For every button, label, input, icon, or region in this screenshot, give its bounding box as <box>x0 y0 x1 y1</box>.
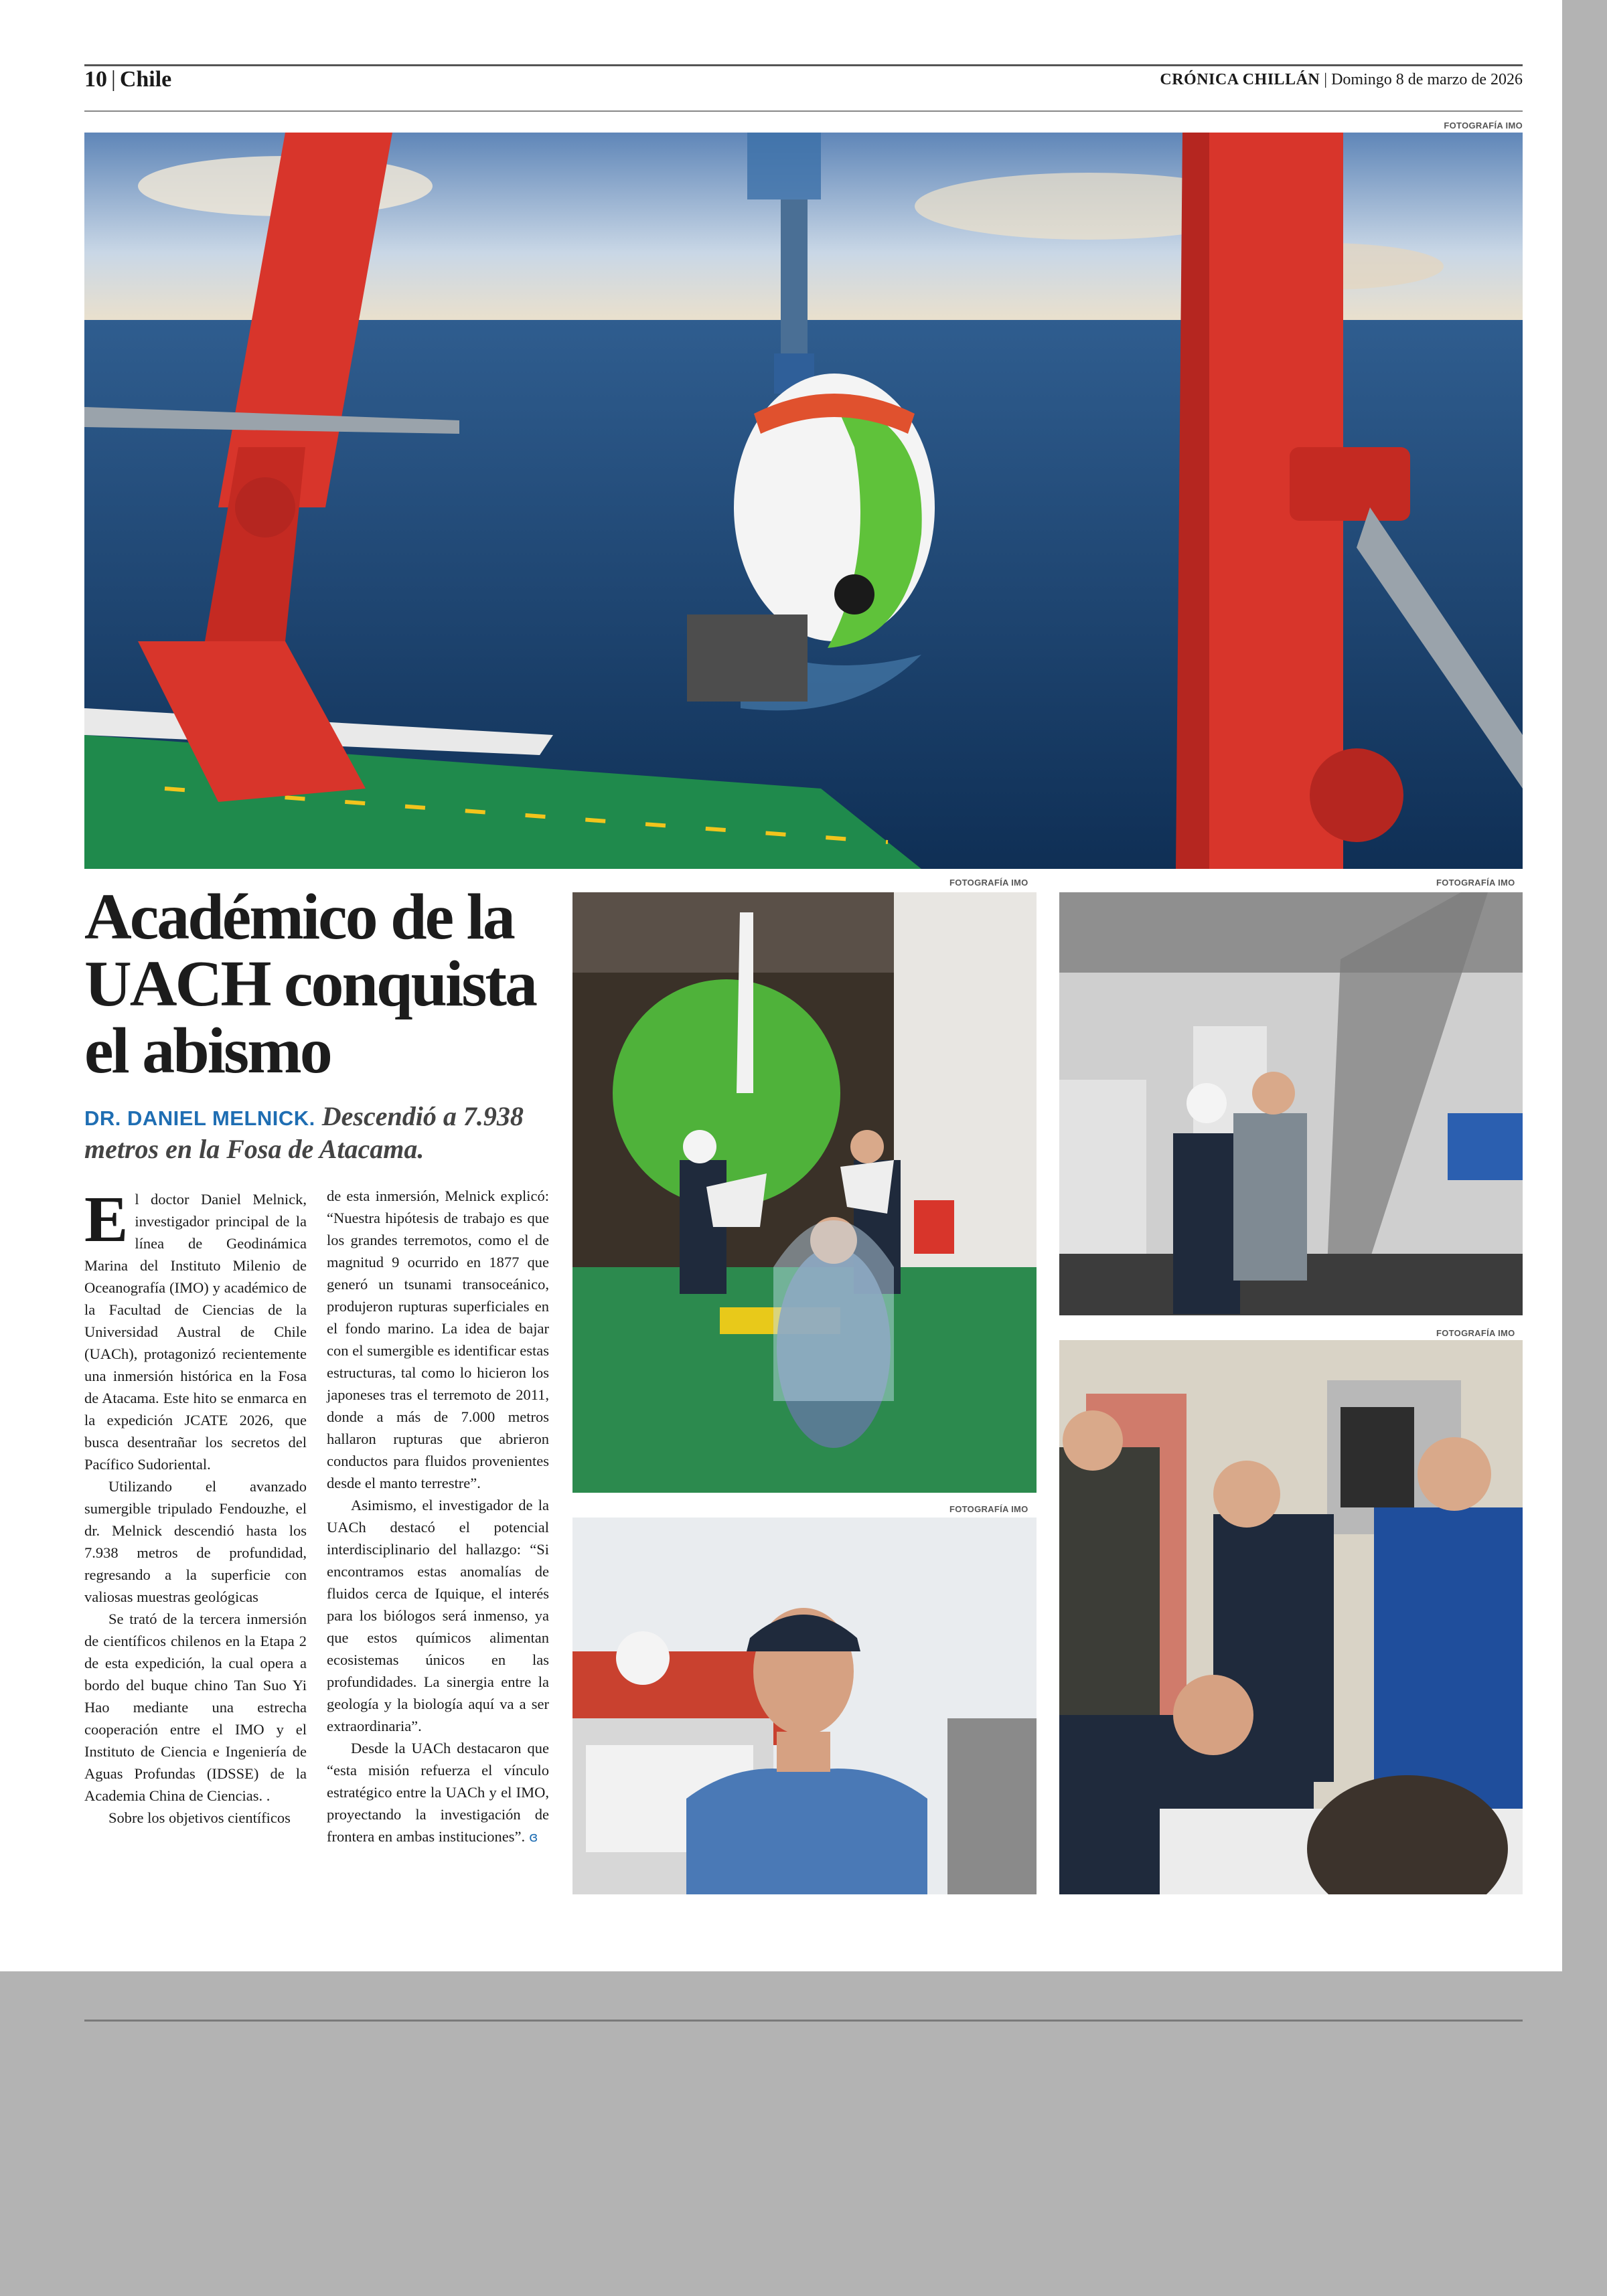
article-headline: Académico de la UACH conquista el abismo <box>84 881 536 1087</box>
paragraph: de esta inmersión, Melnick explicó: “Nuestra hipótesis de trabajo es que los grandes terremotos, como el de magnitud 9 ocurrido en 1877 que generó un tsunami transoceánico, produjeron rupturas superficiales en el fondo marino. La idea de bajar con el sumergible es identificar estas estructuras, tal como lo hicieron los japoneses tras el terremoto de 2011, donde a más de 7.000 metros hallaron rupturas que abrieron conductos para fluidos provenientes desde el manto terrestre”. <box>327 1187 549 1491</box>
ice-bucket-illustration <box>572 892 1037 1493</box>
page-footer-rule <box>84 2020 1523 2022</box>
rock-sample-illustration <box>1059 1340 1523 1894</box>
photo-credit-portrait: FOTOGRAFÍA IMO <box>949 1504 1028 1514</box>
photo-credit-embrace: FOTOGRAFÍA IMO <box>1436 878 1515 888</box>
photo-embrace-deck <box>1059 892 1523 1315</box>
article-column-2 <box>327 1185 549 1848</box>
publication-name: CRÓNICA CHILLÁN <box>1160 71 1320 88</box>
header-section: 10 | Chile <box>84 67 172 92</box>
paragraph: El doctor Daniel Melnick, investigador principal de la línea de Geodinámica Marina del Instituto Milenio de Oceanografía (IMO) y académico de la Facultad de Ciencias de la Universidad Austral de Chile (UACh), protagonizó recientemente una inmersión histórica en la Fosa de Atacama. Este hito se enmarca en la expedición JCATE 2026, que busca desentrañar los secretos del Pacífico Sudoriental. <box>84 1183 307 1473</box>
article-column-1 <box>84 1183 307 1829</box>
photo-submersible-launch <box>84 133 1523 869</box>
page-number: 10 <box>84 67 107 92</box>
paragraph: Se trató de la tercera inmersión de científicos chilenos en la Etapa 2 de esta expedición, la cual opera a bordo del buque chino Tan Suo Yi Hao mediante una estrecha cooperación entre el IMO y el Instituto de Ciencia e Ingeniería de Aguas Profundas (IDSSE) de la Academia China de Ciencias. . <box>84 1611 307 1804</box>
header-rule-bottom <box>84 110 1523 112</box>
photo-rock-sample-team <box>1059 1340 1523 1894</box>
kicker-name: DR. DANIEL MELNICK. <box>84 1106 315 1130</box>
paragraph: Asimismo, el investigador de la UACh destacó el potencial interdisciplinario del hallazgo: “Si encontramos estas anomalías de fluidos cerca de Iquique, el interés para los biólogos será inmenso, ya que estos químicos alimentan ecosistemas únicos en las profundidades. La sinergia entre la geología y la biología aquí va a ser extraordinaria”. <box>327 1497 549 1734</box>
photo-credit-main: FOTOGRAFÍA IMO <box>1444 120 1523 131</box>
portrait-illustration <box>572 1518 1037 1894</box>
paragraph: Desde la UACh destacaron que “esta misión refuerza el vínculo estratégico entre la UACh y el IMO, proyectando la investigación de frontera en ambas instituciones”. ɞ <box>327 1740 549 1845</box>
publication-date: Domingo 8 de marzo de 2026 <box>1331 71 1523 88</box>
header-rule-top <box>84 64 1523 66</box>
photo-credit-ice-bucket: FOTOGRAFÍA IMO <box>949 878 1028 888</box>
section-name: Chile <box>119 67 172 92</box>
photo-credit-rock-sample: FOTOGRAFÍA IMO <box>1436 1328 1515 1338</box>
photo-ice-bucket-celebration <box>572 892 1037 1493</box>
article-kicker <box>84 1101 553 1165</box>
paragraph: Sobre los objetivos científicos <box>108 1809 291 1826</box>
drop-cap: E <box>84 1183 129 1256</box>
kicker-text: Descendió a 7.938 metros en la Fosa de Atacama. <box>84 1101 524 1164</box>
header-publication: CRÓNICA CHILLÁN | Domingo 8 de marzo de 2026 <box>1160 71 1523 88</box>
end-mark-icon: ɞ <box>529 1829 538 1845</box>
submersible-illustration <box>84 133 1523 869</box>
embrace-illustration <box>1059 892 1523 1315</box>
paragraph: Utilizando el avanzado sumergible tripulado Fendouzhe, el dr. Melnick descendió hasta los 7.938 metros de profundidad, regresando a la superficie con valiosas muestras geológicas <box>84 1478 307 1605</box>
photo-portrait-melnick <box>572 1518 1037 1894</box>
